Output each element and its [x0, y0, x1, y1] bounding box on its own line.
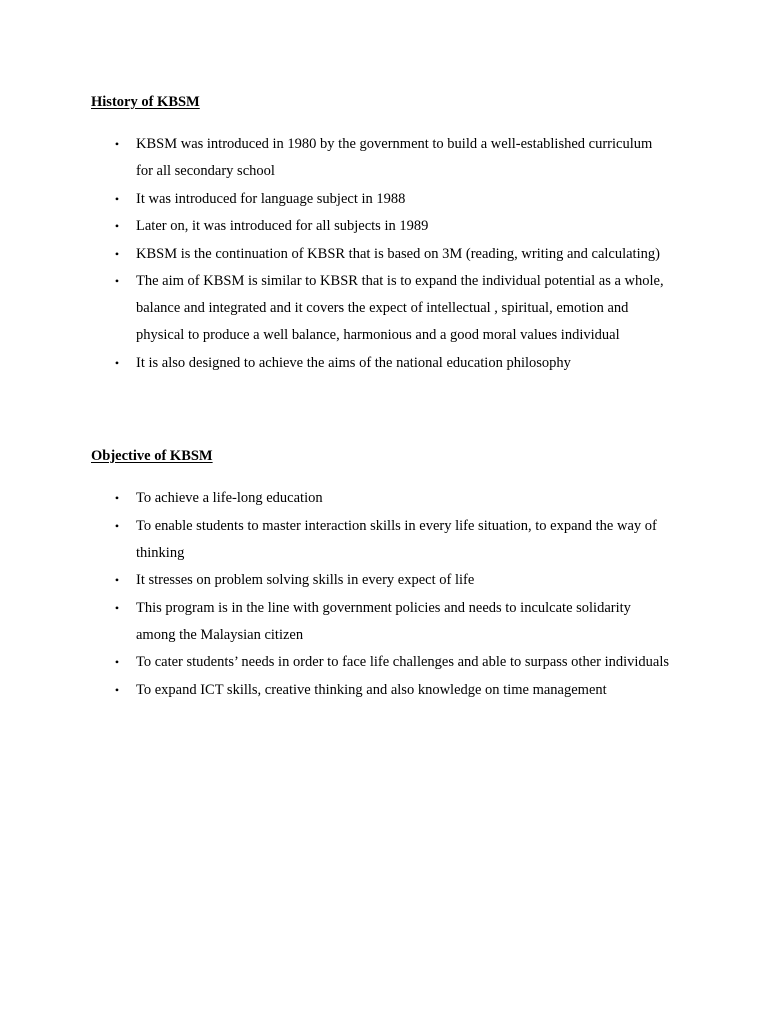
list-item [111, 350, 671, 377]
list-item-text: KBSM is the continuation of KBSR that is based on 3M (reading, writing and calculating) [136, 245, 660, 262]
bullet-icon: • [114, 274, 120, 288]
list-item [111, 213, 671, 240]
bullet-icon: • [114, 137, 120, 151]
objective-heading: Objective of KBSM [91, 448, 213, 464]
list-item [111, 186, 671, 213]
list-item-text: To expand ICT skills, creative thinking and also knowledge on time management [136, 681, 607, 698]
list-item [111, 268, 671, 349]
bullet-icon: • [114, 219, 120, 233]
objective-list [111, 485, 671, 704]
list-item [111, 485, 671, 512]
objective-section [91, 447, 691, 698]
list-item-text: To cater students’ needs in order to face life challenges and able to surpass other individuals [136, 654, 670, 670]
list-item [111, 567, 671, 594]
list-item-text: The aim of KBSM is similar to KBSR that is to expand the individual potential as a whole, balance and integrated and it covers the expect of intellectual , spiritual, emotion and physical to produce a well balance, harmonious and a good moral values individual [136, 273, 664, 343]
bullet-icon: • [114, 682, 120, 697]
list-item-text: KBSM was introduced in 1980 by the government to build a well-established curriculum for all secondary school [136, 136, 653, 179]
bullet-icon: • [114, 191, 120, 206]
list-item [111, 241, 671, 268]
bullet-icon: • [114, 600, 120, 615]
bullet-icon: • [114, 573, 120, 587]
list-item-text: To achieve a life-long education [136, 490, 323, 506]
list-item [111, 595, 671, 649]
list-item [111, 677, 671, 704]
list-item [111, 649, 671, 676]
bullet-icon: • [114, 246, 120, 261]
list-item [111, 131, 671, 185]
bullet-icon: • [114, 491, 120, 505]
list-item-text: It stresses on problem solving skills in every expect of life [136, 572, 475, 588]
list-item-text: Later on, it was introduced for all subjects in 1989 [136, 218, 429, 234]
list-item-text: It is also designed to achieve the aims of the national education philosophy [136, 354, 571, 371]
history-heading: History of KBSM [91, 94, 200, 110]
list-item-text: To enable students to master interaction skills in every life situation, to expand the way of thinking [136, 517, 657, 561]
bullet-icon: • [114, 355, 120, 370]
list-item [111, 513, 671, 567]
list-item-text: It was introduced for language subject in 1988 [136, 190, 406, 207]
history-list [111, 131, 671, 377]
history-section [91, 93, 691, 371]
bullet-icon: • [114, 518, 120, 533]
bullet-icon: • [114, 655, 120, 669]
list-item-text: This program is in the line with government policies and needs to inculcate solidarity among the Malaysian citizen [136, 599, 631, 643]
